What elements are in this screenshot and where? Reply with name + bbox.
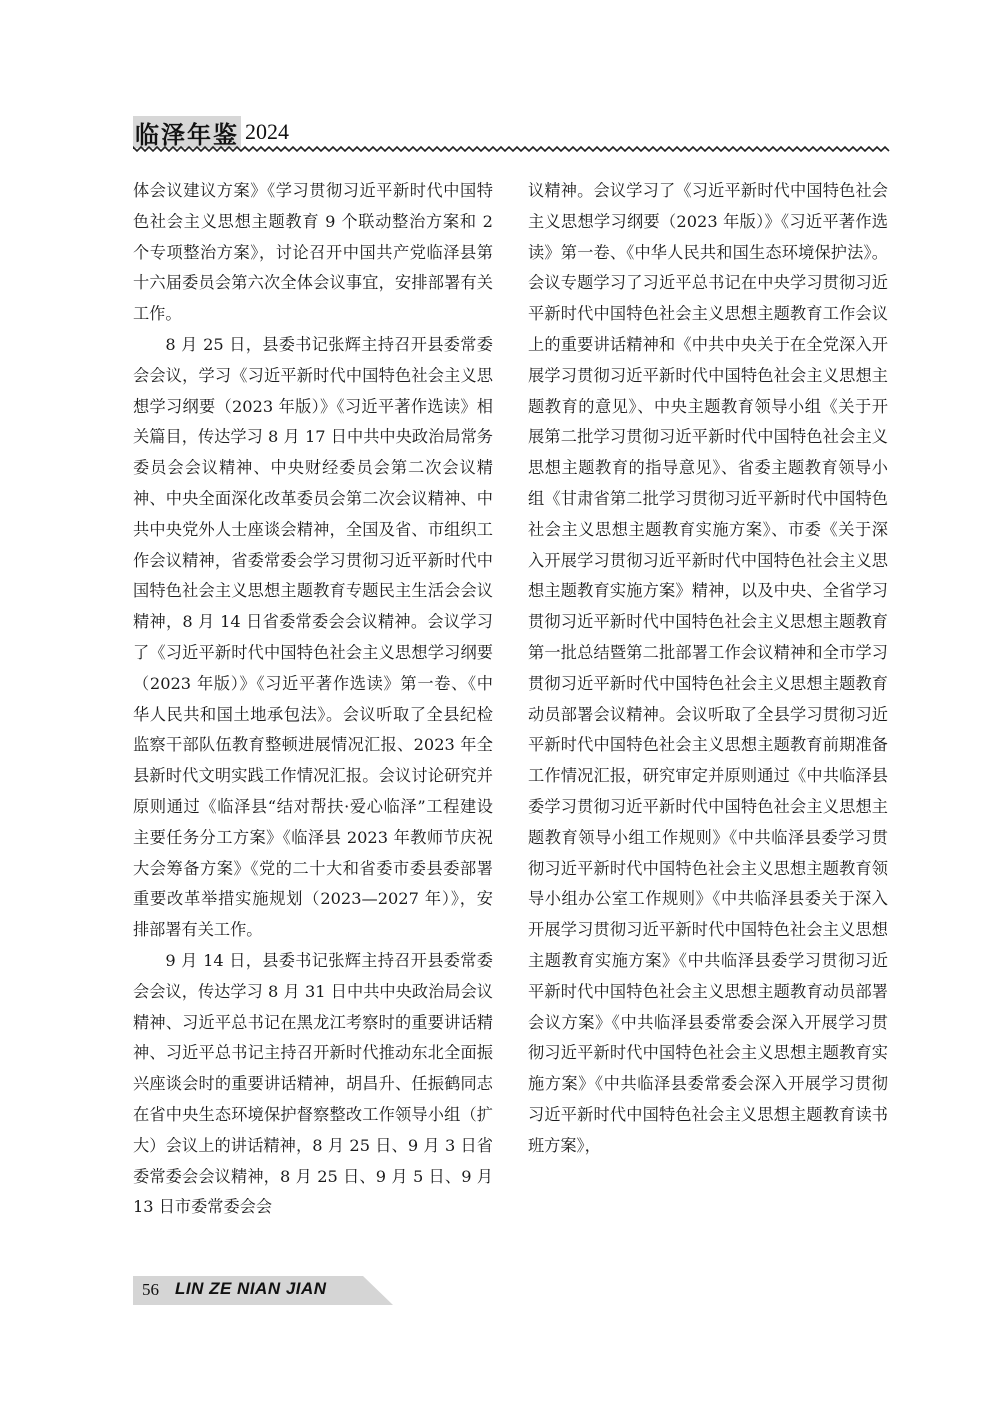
- right-column: [528, 176, 888, 1162]
- page-header: [133, 112, 890, 152]
- paragraph: 议精神。会议学习了《习近平新时代中国特色社会主义思想学习纲要（2023 年版）》《习近平著作选读》第一卷、《中华人民共和国生态环境保护法》。会议专题学习了习近平总书记在中央学习贯彻习近平新时代中国特色社会主义思想主题教育工作会议上的重要讲话精神和《中共中央关于在全党深入开展学习贯彻习近平新时代中国特色社会主义思想主题教育的意见》、中央主题教育领导小组《关于开展第二批学习贯彻习近平新时代中国特色社会主义思想主题教育的指导意见》、省委主题教育领导小组《甘肃省第二批学习贯彻习近平新时代中国特色社会主义思想主题教育实施方案》、市委《关于深入开展学习贯彻习近平新时代中国特色社会主义思想主题教育实施方案》精神，以及中央、全省学习贯彻习近平新时代中国特色社会主义思想主题教育第一批总结暨第二批部署工作会议精神和全市学习贯彻习近平新时代中国特色社会主义思想主题教育动员部署会议精神。会议听取了全县学习贯彻习近平新时代中国特色社会主义思想主题教育前期准备工作情况汇报，研究审定并原则通过《中共临泽县委学习贯彻习近平新时代中国特色社会主义思想主题教育领导小组工作规则》《中共临泽县委学习贯彻习近平新时代中国特色社会主义思想主题教育领导小组办公室工作规则》《中共临泽县委关于深入开展学习贯彻习近平新时代中国特色社会主义思想主题教育实施方案》《中共临泽县委学习贯彻习近平新时代中国特色社会主义思想主题教育动员部署会议方案》《中共临泽县委常委会深入开展学习贯彻习近平新时代中国特色社会主义思想主题教育实施方案》《中共临泽县委常委会深入开展学习贯彻习近平新时代中国特色社会主义思想主题教育读书班方案》，: [528, 181, 888, 1155]
- header-wave-rule: [133, 144, 890, 154]
- paragraph: 9 月 14 日，县委书记张辉主持召开县委常委会会议，传达学习 8 月 31 日中共中央政治局会议精神、习近平总书记在黑龙江考察时的重要讲话精神、习近平总书记主持召开新时代推动东北全面振兴座谈会时的重要讲话精神，胡昌升、任振鹤同志在省中央生态环境保护督察整改工作领导小组（扩大）会议上的讲话精神，8 月 25 日、9 月 3 日省委常委会会议精神，8 月 25 日、9 月 5 日、9 月 13 日市委常委会会: [133, 950, 493, 1217]
- header-year: 2024: [245, 119, 289, 144]
- left-column: [133, 176, 493, 1223]
- paragraph: 8 月 25 日，县委书记张辉主持召开县委常委会会议，学习《习近平新时代中国特色社会主义思想学习纲要（2023 年版）》《习近平著作选读》相关篇目，传达学习 8 月 17 日中共中央政治局常务委员会会议精神、中央财经委员会第二次会议精神、中央全面深化改革委员会第二次会议精神、中共中央党外人士座谈会精神，全国及省、市组织工作会议精神，省委常委会学习贯彻习近平新时代中国特色社会主义思想主题教育专题民主生活会会议精神，8 月 14 日省委常委会会议精神。会议学习了《习近平新时代中国特色社会主义思想学习纲要（2023 年版）》《习近平著作选读》第一卷、《中华人民共和国土地承包法》。会议听取了全县纪检监察干部队伍教育整顿进展情况汇报、2023 年全县新时代文明实践工作情况汇报。会议讨论研究并原则通过《临泽县“结对帮扶·爱心临泽”工程建设主要任务分工方案》《临泽县 2023 年教师节庆祝大会筹备方案》《党的二十大和省委市委县委部署重要改革举措实施规划（2023—2027 年）》，安排部署有关工作。: [133, 334, 493, 940]
- page-number: 56: [142, 1280, 159, 1299]
- footer-title: LIN ZE NIAN JIAN: [175, 1279, 327, 1298]
- paragraph: 体会议建议方案》《学习贯彻习近平新时代中国特色社会主义思想主题教育 9 个联动整治方案和 2 个专项整治方案》，讨论召开中国共产党临泽县第十六届委员会第六次全体会议事宜，安排部署有关工作。: [133, 181, 493, 324]
- logo-text: 临泽年鉴: [135, 120, 239, 149]
- page-footer: [133, 1276, 393, 1305]
